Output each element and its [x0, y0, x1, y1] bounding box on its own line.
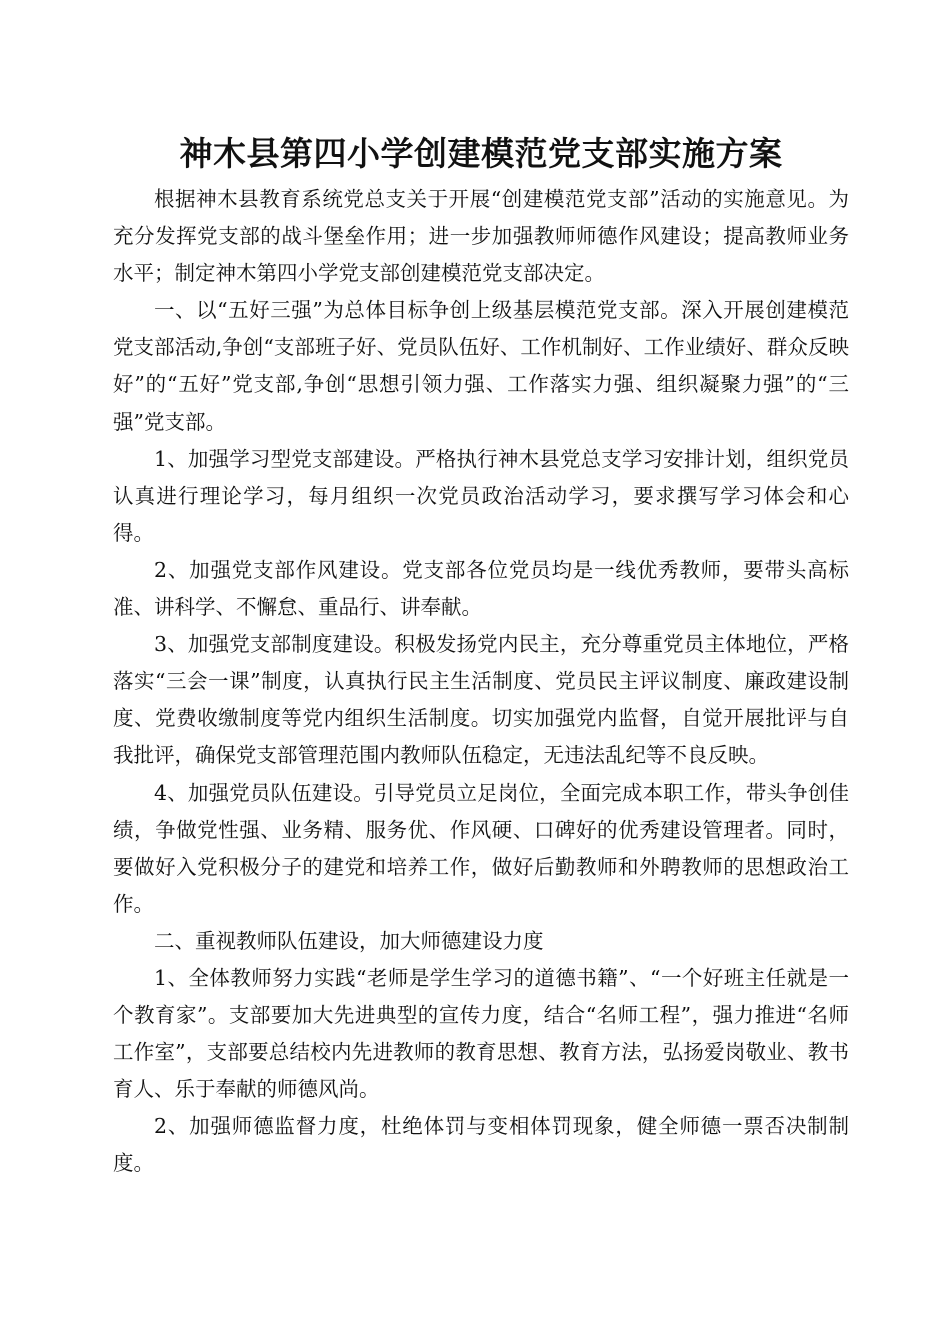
section-two-heading: 二、重视教师队伍建设，加大师德建设力度	[154, 928, 544, 953]
document-title: 神木县第四小学创建模范党支部实施方案	[179, 134, 783, 173]
section-one-item-3: 3、加强党支部制度建设。积极发扬党内民主，充分尊重党员主体地位，严格落实“三会一课”制度，认真执行民主生活制度、党员民主评议制度、廉政建设制度、党费收缴制度等党内组织生活制度。切实加强党内监督，自觉开展批评与自我批评，确保党支部管理范围内教师队伍稳定，无违法乱纪等不良反映。	[113, 632, 849, 768]
section-one-item-2: 2、加强党支部作风建设。党支部各位党员均是一线优秀教师，要带头高标准、讲科学、不懈怠、重品行、讲奉献。	[113, 557, 849, 620]
intro-paragraph: 根据神木县教育系统党总支关于开展“创建模范党支部”活动的实施意见。为充分发挥党支部的战斗堡垒作用；进一步加强教师师德作风建设；提高教师业务水平；制定神木第四小学党支部创建模范党支部决定。	[113, 187, 849, 286]
document-page	[113, 0, 849, 1183]
section-two-item-2: 2、加强师德监督力度，杜绝体罚与变相体罚现象，健全师德一票否决制制度。	[113, 1114, 849, 1176]
section-one-heading-paragraph: 一、以“五好三强”为总体目标争创上级基层模范党支部。深入开展创建模范党支部活动,争创“支部班子好、党员队伍好、工作机制好、工作业绩好、群众反映好”的“五好”党支部,争创“思想引领力强、工作落实力强、组织凝聚力强”的“三强”党支部。	[113, 298, 849, 434]
section-one-item-1: 1、加强学习型党支部建设。严格执行神木县党总支学习安排计划，组织党员认真进行理论学习，每月组织一次党员政治活动学习，要求撰写学习体会和心得。	[113, 446, 849, 545]
section-one-item-4: 4、加强党员队伍建设。引导党员立足岗位，全面完成本职工作，带头争创佳绩，争做党性强、业务精、服务优、作风硬、口碑好的优秀建设管理者。同时，要做好入党积极分子的建党和培养工作，做好后勤教师和外聘教师的思想政治工作。	[113, 780, 849, 916]
document-body	[113, 181, 849, 1183]
section-two-item-1: 1、全体教师努力实践“老师是学生学习的道德书籍”、“一个好班主任就是一个教育家”。支部要加大先进典型的宣传力度，结合“名师工程”，强力推进“名师工作室”，支部要总结校内先进教师的教育思想、教育方法，弘扬爱岗敬业、教书育人、乐于奉献的师德风尚。	[113, 965, 849, 1102]
